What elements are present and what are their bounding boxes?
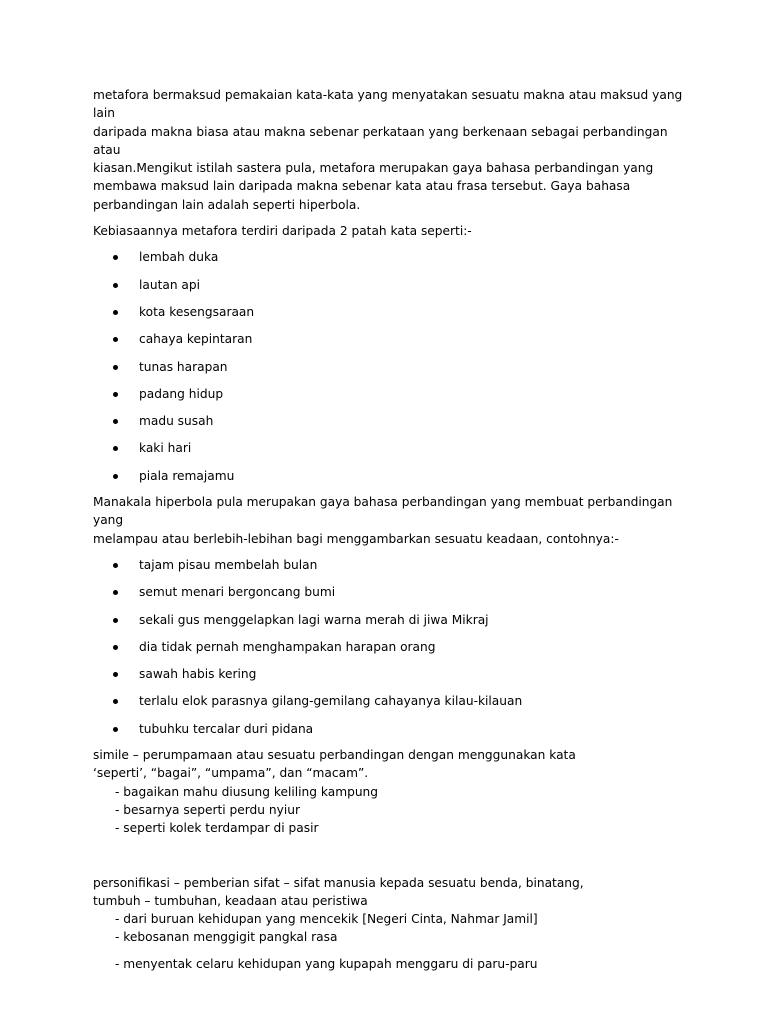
bullet-icon bbox=[113, 419, 118, 424]
list-item bbox=[93, 556, 693, 574]
list-item: - menyentak celaru kehidupan yang kupapah menggaru di paru-paru bbox=[115, 956, 538, 971]
bullet-icon bbox=[113, 672, 118, 677]
list-item-text: piala remajamu bbox=[139, 468, 235, 483]
list-item bbox=[93, 248, 693, 266]
list-item bbox=[93, 439, 693, 457]
spacer bbox=[93, 838, 693, 874]
list-item bbox=[93, 276, 693, 294]
hiperbola-example-list bbox=[93, 556, 693, 738]
bullet-icon bbox=[113, 563, 118, 568]
text-line: personifikasi – pemberian sifat – sifat manusia kepada sesuatu benda, binatang, bbox=[93, 875, 584, 890]
list-item bbox=[93, 330, 693, 348]
text-line: metafora bermaksud pemakaian kata-kata yang menyatakan sesuatu makna atau maksud yang lain bbox=[93, 88, 683, 121]
text-line: membawa maksud lain daripada makna sebenar kata atau frasa tersebut. Gaya bahasa bbox=[93, 179, 631, 194]
simile-section bbox=[93, 746, 693, 837]
hiperbola-definition bbox=[93, 493, 693, 548]
list-item-text: tajam pisau membelah bulan bbox=[139, 557, 318, 572]
text-line: melampau atau berlebih-lebihan bagi menggambarkan sesuatu keadaan, contohnya:- bbox=[93, 531, 619, 546]
bullet-icon bbox=[113, 645, 118, 650]
text-line: tumbuh – tumbuhan, keadaan atau peristiwa bbox=[93, 893, 368, 908]
text-line: perbandingan lain adalah seperti hiperbola. bbox=[93, 197, 361, 212]
list-item bbox=[93, 385, 693, 403]
list-item-text: cahaya kepintaran bbox=[139, 332, 253, 347]
list-item bbox=[93, 665, 693, 683]
list-item-text: tubuhku tercalar duri pidana bbox=[139, 721, 314, 736]
list-item-text: kaki hari bbox=[139, 441, 192, 456]
bullet-icon bbox=[113, 337, 118, 342]
bullet-icon bbox=[113, 474, 118, 479]
list-item: - kebosanan menggigit pangkal rasa bbox=[115, 930, 338, 945]
list-item bbox=[93, 638, 693, 656]
text-line: Manakala hiperbola pula merupakan gaya bahasa perbandingan yang membuat perbandingan yang bbox=[93, 495, 673, 528]
list-item-text: lautan api bbox=[139, 277, 201, 292]
bullet-icon bbox=[113, 283, 118, 288]
text-line: kiasan.Mengikut istilah sastera pula, metafora merupakan gaya bahasa perbandingan yang bbox=[93, 161, 654, 176]
text-line: daripada makna biasa atau makna sebenar perkataan yang berkenaan sebagai perbandingan atau bbox=[93, 124, 668, 157]
list-item-text: dia tidak pernah menghampakan harapan orang bbox=[139, 639, 436, 654]
bullet-icon bbox=[113, 590, 118, 595]
list-item: - seperti kolek terdampar di pasir bbox=[115, 821, 319, 836]
list-item-text: padang hidup bbox=[139, 386, 224, 401]
list-item bbox=[93, 692, 693, 710]
bullet-icon bbox=[113, 392, 118, 397]
bullet-icon bbox=[113, 699, 118, 704]
bullet-icon bbox=[113, 727, 118, 732]
list-item-text: madu susah bbox=[139, 414, 214, 429]
spacer bbox=[93, 947, 693, 955]
text-line: ‘seperti’, “bagai”, “umpama”, dan “macam”. bbox=[93, 766, 369, 781]
bullet-icon bbox=[113, 365, 118, 370]
personifikasi-section bbox=[93, 874, 693, 973]
metafora-examples-intro: Kebiasaannya metafora terdiri daripada 2 patah kata seperti:- bbox=[93, 224, 472, 239]
bullet-icon bbox=[113, 310, 118, 315]
list-item bbox=[93, 467, 693, 485]
list-item: - dari buruan kehidupan yang mencekik [Negeri Cinta, Nahmar Jamil] bbox=[115, 912, 538, 927]
list-item-text: lembah duka bbox=[139, 250, 219, 265]
list-item-text: tunas harapan bbox=[139, 359, 228, 374]
list-item bbox=[93, 303, 693, 321]
list-item bbox=[93, 583, 693, 601]
list-item bbox=[93, 412, 693, 430]
text-line: simile – perumpamaan atau sesuatu perbandingan dengan menggunakan kata bbox=[93, 748, 576, 763]
list-item: - bagaikan mahu diusung keliling kampung bbox=[115, 784, 379, 799]
list-item bbox=[93, 720, 693, 738]
list-item-text: kota kesengsaraan bbox=[139, 304, 255, 319]
list-item bbox=[93, 358, 693, 376]
metafora-definition bbox=[93, 86, 693, 214]
document-page bbox=[93, 86, 693, 973]
metafora-example-list bbox=[93, 248, 693, 485]
list-item-text: sekali gus menggelapkan lagi warna merah di jiwa Mikraj bbox=[139, 612, 489, 627]
bullet-icon bbox=[113, 446, 118, 451]
list-item-text: sawah habis kering bbox=[139, 667, 257, 682]
list-item-text: semut menari bergoncang bumi bbox=[139, 585, 336, 600]
bullet-icon bbox=[113, 255, 118, 260]
list-item bbox=[93, 611, 693, 629]
bullet-icon bbox=[113, 618, 118, 623]
list-item: - besarnya seperti perdu nyiur bbox=[115, 802, 300, 817]
list-item-text: terlalu elok parasnya gilang-gemilang cahayanya kilau-kilauan bbox=[139, 694, 523, 709]
